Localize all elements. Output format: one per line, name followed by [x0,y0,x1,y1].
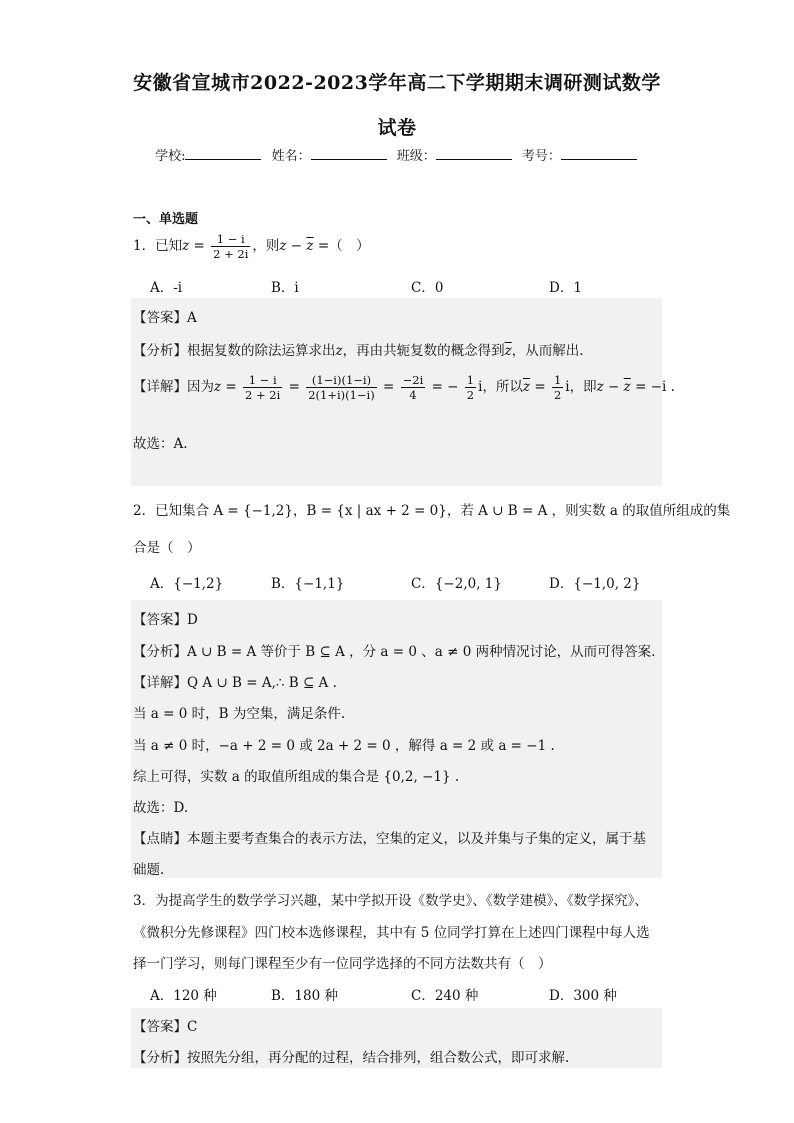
q2-answer: 【答案】D [133,612,198,628]
q3-stem-line1: 3．为提高学生的数学学习兴趣，某中学拟开设《数学史》、《数学建模》、《数学探究》、 [133,893,648,909]
q3-analysis: 【分析】按照先分组，再分配的过程，结合排列，组合数公式，即可求解. [133,1050,570,1066]
document-title-line2: 试卷 [377,117,417,139]
q1-detail: 【详解】因为z = $\frac{1 - i}{2 + 2i}$ = $\frac{(1-i)(1-i)}{2(1+i)(1-i)}$ = $\frac{-2i}{4}$ = − $\frac{1}{2}$ i，所以$\overline{z}$ = $\frac{1}{2}$ i，即$z - \overline{z} = -i$ . [133,373,675,402]
q1-fraction: $\frac{1 - i}{2 + 2i}$ [213,232,249,261]
q2-case2: 当 a ≠ 0 时，−a + 2 = 0 或 2a + 2 = 0 ，解得 a = 2 或 a = −1 . [133,738,555,754]
section-heading: 一、单选题 [133,212,199,227]
q1-option-a[interactable]: A．-i [150,280,183,296]
q2-option-d[interactable]: D．{−1,0, 2} [549,576,641,592]
q2-detail: 【详解】Q A ∪ B = A,∴ B ⊆ A . [133,675,337,691]
student-info-row [0,145,794,164]
q2-option-c[interactable]: C．{−2,0, 1} [411,576,502,592]
q2-conclusion: 综上可得，实数 a 的取值所组成的集合是 {0,2, −1} . [133,769,460,785]
q2-select: 故选：D. [133,800,189,816]
q3-option-d[interactable]: D．300 种 [549,988,617,1004]
school-field[interactable]: 学校: [155,145,263,164]
q2-stem-line2: 合是（ ） [133,540,201,556]
q1-option-d[interactable]: D．1 [549,280,582,296]
q2-option-a[interactable]: A．{−1,2} [150,576,224,592]
exam-number-field[interactable]: 考号： [522,145,639,164]
q1-option-b[interactable]: B．i [271,280,299,296]
q1-answer: 【答案】A [133,310,197,326]
class-field[interactable]: 班级： [397,145,514,164]
q2-comment-line2: 础题. [133,862,165,878]
q2-comment-line1: 【点睛】本题主要考查集合的表示方法，空集的定义，以及并集与子集的定义，属于基 [133,831,646,847]
q3-stem-line2: 《微积分先修课程》四门校本选修课程，其中有 5 位同学打算在上述四门课程中每人选 [133,925,650,941]
q2-option-b[interactable]: B．{−1,1} [271,576,345,592]
name-field[interactable]: 姓名： [272,145,389,164]
document-title-line1: 安徽省宣城市2022-2023学年高二下学期期末调研测试数学 [133,72,661,94]
q3-stem-line3: 择一门学习，则每门课程至少有一位同学选择的不同方法数共有（ ） [133,956,552,972]
q2-case1: 当 a = 0 时，B 为空集，满足条件. [133,706,346,722]
q1-stem: 1．已知z = $\frac{1 - i}{2 + 2i}$ ，则$z - \overline{z}$ =（ ） [133,232,370,261]
q2-stem-line1: 2．已知集合 A = {−1,2}，B = {x | ax + 2 = 0}，若 A ∪ B = A ，则实数 a 的取值所组成的集 [133,503,731,519]
q1-select: 故选：A. [133,436,188,452]
q3-option-b[interactable]: B．180 种 [271,988,338,1004]
q3-option-a[interactable]: A．120 种 [150,988,217,1004]
q1-analysis: 【分析】根据复数的除法运算求出z，再由共轭复数的概念得到$\overline{z}$，从而解出. [133,343,584,359]
q3-answer: 【答案】C [133,1019,198,1035]
q3-option-c[interactable]: C．240 种 [411,988,479,1004]
q1-option-c[interactable]: C．0 [411,280,444,296]
q2-analysis: 【分析】A ∪ B = A 等价于 B ⊆ A ，分 a = 0 、a ≠ 0 两种情况讨论，从而可得答案. [133,644,656,660]
